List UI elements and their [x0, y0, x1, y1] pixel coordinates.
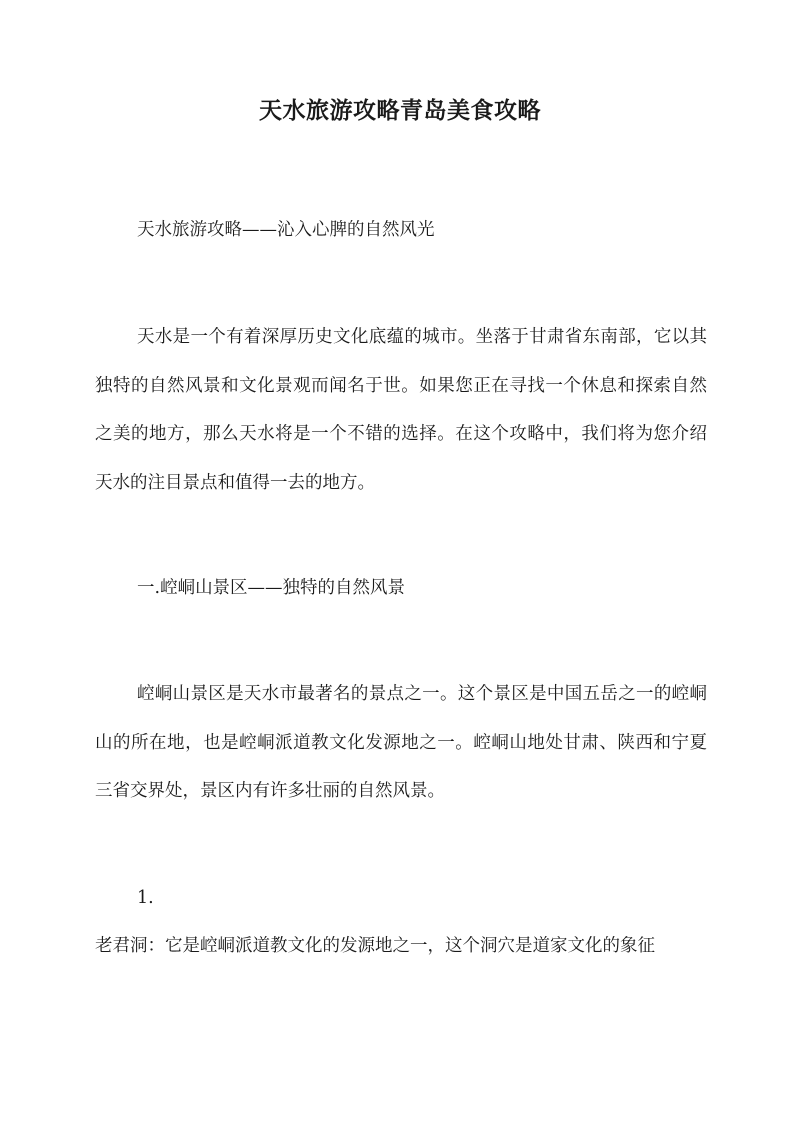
list-item-number: 1.: [137, 888, 154, 908]
list-item-text: 老君洞：它是崆峒派道教文化的发源地之一，这个洞穴是道家文化的象征: [95, 936, 655, 956]
section-heading-kongtong: 一.崆峒山景区——独特的自然风景: [137, 578, 406, 598]
document-title: 天水旅游攻略青岛美食攻略: [259, 97, 541, 124]
intro-paragraph: 天水是一个有着深厚历史文化底蕴的城市。坐落于甘肃省东南部，它以其独特的自然风景和文化景观而闻名于世。如果您正在寻找一个休息和探索自然之美的地方，那么天水将是一个不错的选择。在这个攻略中，我们将为您介绍天水的注目景点和值得一去的地方。: [95, 327, 707, 493]
subtitle: 天水旅游攻略——沁入心脾的自然风光: [137, 220, 435, 240]
section-body-kongtong: 崆峒山景区是天水市最著名的景点之一。这个景区是中国五岳之一的崆峒山的所在地，也是崆峒派道教文化发源地之一。崆峒山地处甘肃、陕西和宁夏三省交界处，景区内有许多壮丽的自然风景。: [95, 684, 707, 801]
